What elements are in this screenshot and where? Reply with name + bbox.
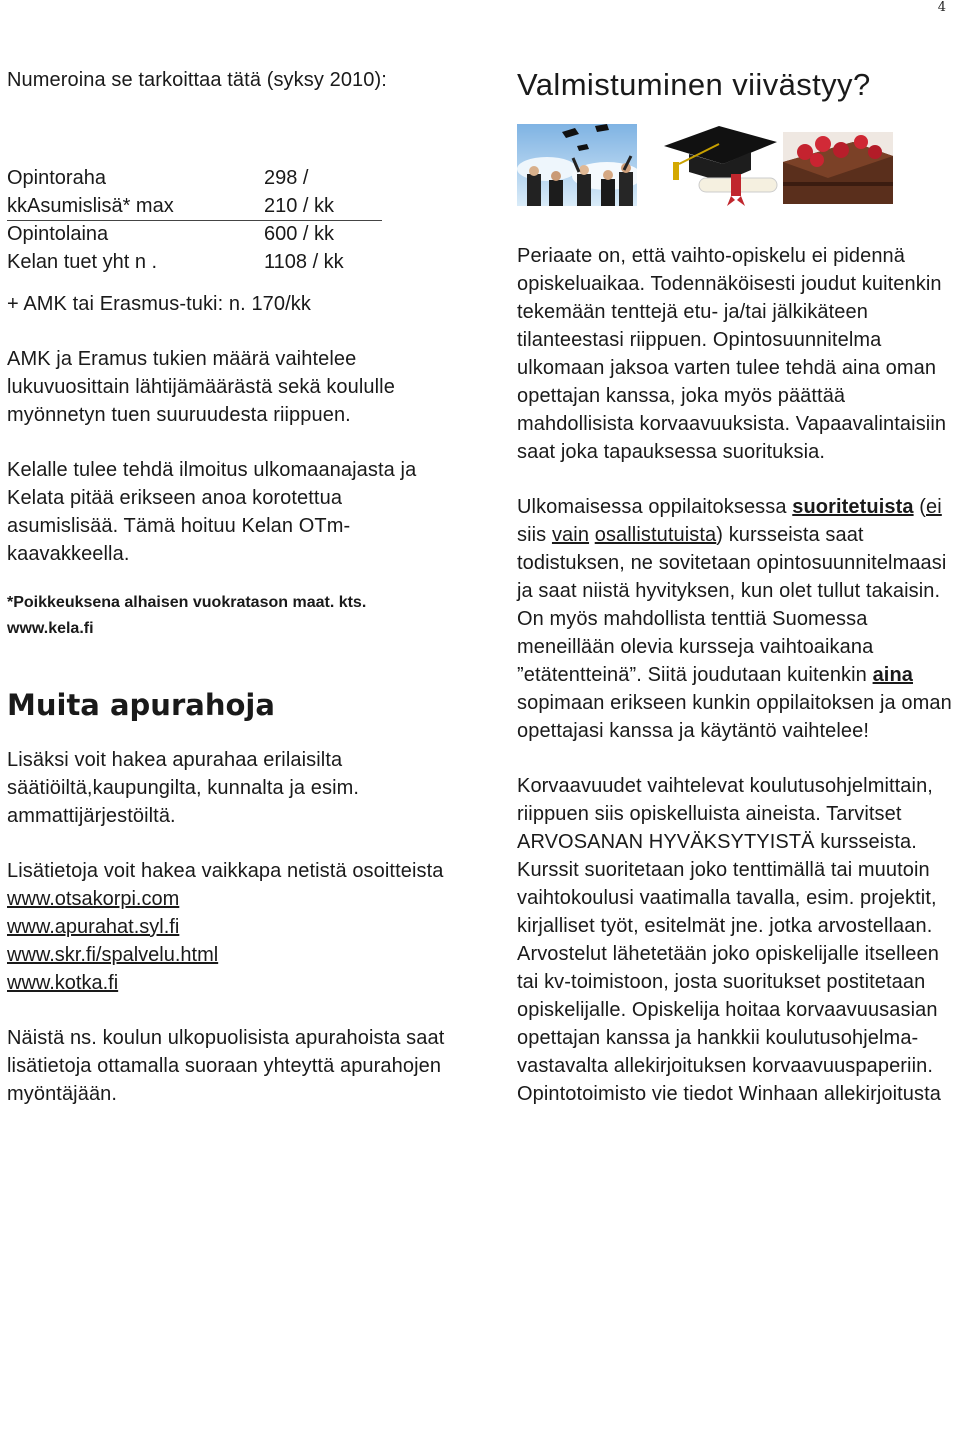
periaate-text: Periaate on, että vaihto-opiskelu ei pidennä opiskeluaikaa. Todennäköisesti joudut kuitenkin tekemään tenttejä etu- ja/tai jälkikäteen tilanteestasi riippuen.: [517, 245, 942, 351]
finance-row: [7, 192, 497, 220]
page-number: 4: [937, 0, 946, 15]
text-vain: vain: [551, 524, 590, 546]
text-winhaan: Winhaan allekirjoitusta: [738, 1083, 942, 1105]
text-joudutaan: joudutaan kuitenkin: [692, 664, 873, 686]
finance-value: 1108 / kk: [264, 251, 344, 273]
amk-support-line: + AMK tai Erasmus-tuki: n. 170/kk: [7, 293, 311, 315]
link-list: [7, 885, 497, 997]
section-heading-valmistuminen: Valmistuminen viivästyy?: [517, 67, 871, 102]
finance-value: 298 /: [264, 167, 309, 189]
section-heading-apurahoja: Muita apurahoja: [7, 688, 275, 722]
paragraph-kela: Kelalle tulee tehdä ilmoitus ulkomaanajasta ja Kelata pitää erikseen anoa korotettua asumislisää. Tämä hoituu Kelan OTm-kaavakkeella.: [7, 459, 417, 565]
text-ei: ei: [926, 496, 942, 518]
paragraph-korvaavuudet: [517, 772, 953, 1108]
text-suomessa: Suomessa meneillään olevia kursseja vaihtoaikana ”etätentteinä”. Siitä: [517, 608, 874, 686]
text-sopimaan: sopimaan erikseen kunkin oppilaitoksen ja oman opettajasi kanssa ja käytäntö: [517, 692, 952, 742]
link-skr[interactable]: www.skr.fi/spalvelu.html: [7, 944, 219, 966]
text-arvosanan: ARVOSANAN HYVÄKSYTYISTÄ: [517, 831, 815, 853]
paragraph-periaate: [517, 242, 953, 466]
finance-label: Opintoraha: [7, 167, 106, 189]
text-rest1: ) kursseista saat todistuksen, ne sovitetaan opintosuunnitelmaasi ja saat niistä hyvityksen, kun olet tullut takaisin.: [517, 524, 947, 602]
finance-value: 210 / kk: [264, 195, 335, 217]
text-korvaavuudet: Korvaavuudet vaihtelevat koulutusohjelmittain, riippuen siis opiskelluista aineista. Tarvitset: [517, 775, 933, 825]
finance-label: Kelan tuet yht n .: [7, 251, 158, 273]
left-column: [7, 66, 497, 1108]
text-osallistutuista: osallistutuista: [594, 524, 717, 546]
finance-row: [7, 248, 497, 276]
text-aina: aina: [872, 664, 913, 686]
text-vaihtelee: vaihtelee!: [782, 720, 870, 742]
paragraph-ulkomaisessa: [517, 493, 953, 745]
finance-label: Opintolaina: [7, 223, 109, 245]
footnote: *Poikkeuksena alhaisen vuokratason maat. kts. www.kela.fi: [7, 594, 367, 637]
text-rest2: On myös mahdollista tenttiä: [517, 608, 767, 630]
finance-row: [7, 220, 497, 248]
right-column: [517, 66, 953, 1108]
text-kursseista: kursseista. Kurssit suoritetaan joko tenttimällä tai muutoin vaihtokoulusi vaatimalla tavalla, esim. projektit, kirjalliset työt, esitelmät jne. jotka arvostellaan. Arvostelut lähetetään joko opiskelijalle itselleen tai kv-toimistoon, josta suoritukset postitetaan opiskelijalle. Opiskelija hoitaa korvaavuusasian opettajan kanssa ja hankkii koulutusohjelma-vastavalta allekirjoituksen korvaavuuspaperiin. Opintotoimisto vie tiedot: [517, 831, 939, 1105]
raspberry-cake-photo: [783, 132, 893, 204]
paragraph-contact: Näistä ns. koulun ulkopuolisista apurahoista saat lisätietoja ottamalla suoraan yhteyttä apurahojen myöntäjään.: [7, 1027, 445, 1105]
finance-row: [7, 164, 497, 192]
finance-label: kkAsumislisä* max: [7, 195, 174, 217]
text-open-paren: (: [913, 496, 927, 518]
intro-text: Numeroina se tarkoittaa tätä (syksy 2010):: [7, 69, 387, 91]
link-otsakorpi[interactable]: www.otsakorpi.com: [7, 888, 180, 910]
link-apurahat[interactable]: www.apurahat.syl.fi: [7, 916, 180, 938]
paragraph-grants: Lisäksi voit hakea apurahaa erilaisilta säätiöiltä,kaupungilta, kunnalta ja esim. ammattijärjestöiltä.: [7, 749, 360, 827]
text-ulkomaisessa: Ulkomaisessa oppilaitoksessa: [517, 496, 787, 518]
graduates-tossing-caps-photo: [517, 124, 637, 206]
graduation-cap-diploma-icon: [659, 124, 781, 206]
vapaavalintaiset-text: Vapaavalintaisiin saat joka tapauksessa suorituksia.: [517, 413, 947, 463]
image-strip: [517, 124, 953, 244]
link-kotka[interactable]: www.kotka.fi: [7, 972, 119, 994]
paragraph-amk-erasmus: AMK ja Eramus tukien määrä vaihtelee lukuvuosittain lähtijämäärästä sekä koululle myönnetyn tuen suuruudesta riippuen.: [7, 348, 395, 426]
paragraph-links-intro: Lisätietoja voit hakea vaikkapa netistä osoitteista: [7, 860, 444, 882]
text-suoritetuista: suoritetuista: [792, 496, 914, 518]
finance-value: 600 / kk: [264, 223, 335, 245]
text-siis: siis: [517, 524, 552, 546]
opintosuunnitelma-text: Opintosuunnitelma ulkomaan jaksoa varten tulee tehdä aina oman opettajan kanssa, joka myös päättää mahdollisista korvaavuuksista.: [517, 329, 937, 435]
